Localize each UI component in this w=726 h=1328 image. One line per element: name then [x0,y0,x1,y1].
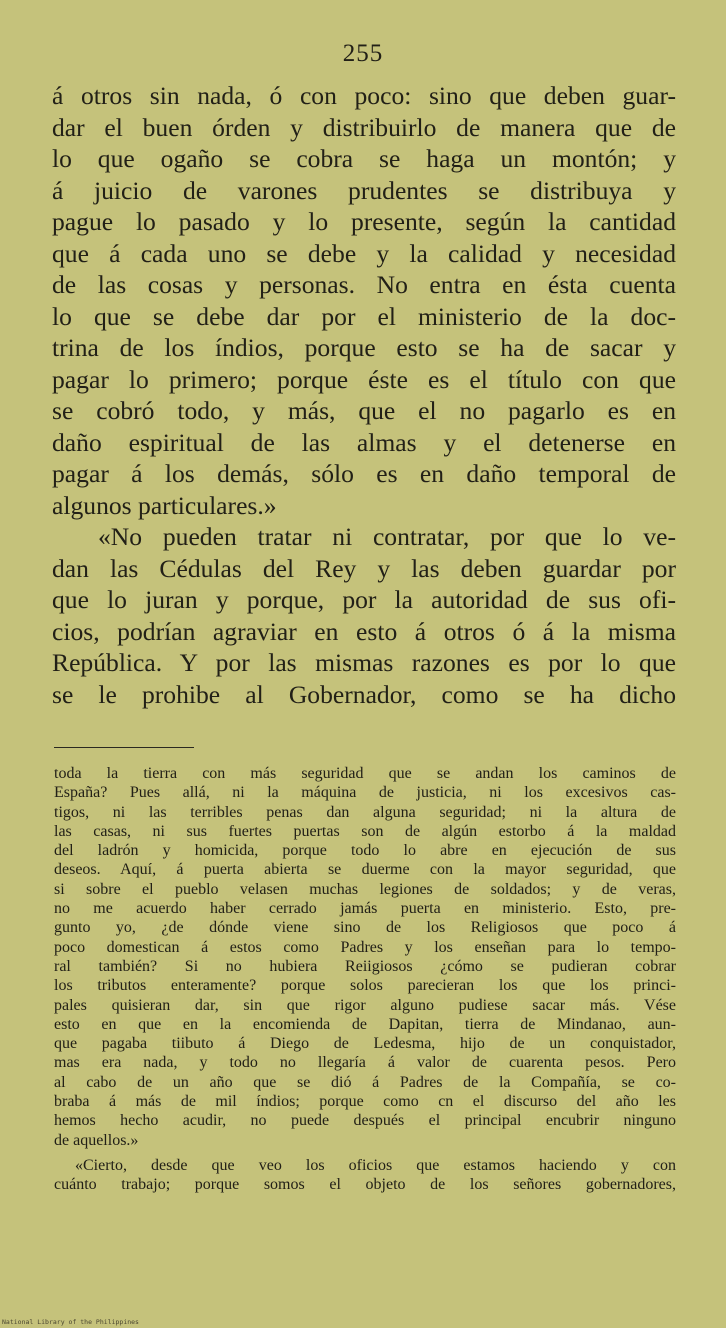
body-line: lo que se debe dar por el ministerio de la doc- [52,301,676,331]
footnote-paragraph-start-line: «Cierto, desde que veo los oficios que estamos haciendo y con [75,1156,676,1174]
footnote-line: gunto yo, ¿de dónde viene sino de los Religiosos que poco á [54,919,676,937]
footnote-line: mas era nada, y todo no llegaría á valor de cuarenta pesos. Pero [54,1054,676,1072]
footnote-line: braba á más de mil índios; porque como cn el discurso del año les [54,1093,676,1111]
body-line: que lo juran y porque, por la autoridad de sus ofi- [52,585,676,614]
body-line: pagar lo primero; porque éste es el título con que [52,364,676,394]
footnote-line: deseos. Aquí, á puerta abierta se duerme con la mayor seguridad, que [54,861,676,879]
body-line: de las cosas y personas. No entra en ésta cuenta [52,270,676,299]
body-line: que á cada uno se debe y la calidad y necesidad [52,238,676,268]
footnote-line: del ladrón y homicida, porque todo lo abre en ejecución de sus [54,842,676,860]
body-line: pague lo pasado y lo presente, según la cantidad [52,207,676,236]
footnote-line: no me acuerdo haber cerrado jamás puerta en ministerio. Esto, pre- [54,900,676,918]
body-line: á juicio de varones prudentes se distribuya y [52,175,676,205]
footnote-line: toda la tierra con más seguridad que se andan los caminos de [54,765,676,782]
body-line: dan las Cédulas del Rey y las deben guardar por [52,553,676,583]
footnote-divider [54,747,194,748]
body-line: se cobró todo, y más, que el no pagarlo es en [52,396,676,425]
footnote-line: España? Pues allá, ni la máquina de justicia, ni los excesivos cas- [54,784,676,802]
footnote-line: hemos hecho acudir, no puede después el principal encubrir ninguno [54,1112,676,1130]
footnote-line: esto en que en la encomienda de Dapitan, tierra de Mindanao, aun- [54,1015,676,1033]
body-line: República. Y por las mismas razones es por lo que [52,648,676,677]
footnote-text [54,764,676,1195]
body-line: trina de los índios, porque esto se ha de sacar y [52,333,676,362]
footnote-line: si sobre el pueblo velasen muchas legiones de soldados; y de veras, [54,880,676,898]
body-line: pagar á los demás, sólo es en daño temporal de [52,459,676,488]
footnote-line: cuánto trabajo; porque somos el objeto de los señores gobernadores, [54,1176,676,1194]
body-line: se le prohibe al Gobernador, como se ha dicho [52,679,676,709]
footnote-line: ral también? Si no hubiera Reiigiosos ¿cómo se pudieran cobrar [54,957,676,975]
body-line: á otros sin nada, ó con poco: sino que deben guar- [52,81,676,110]
library-watermark: National Library of the Philippines [2,1318,139,1326]
body-line: cios, podrían agraviar en esto á otros ó á la misma [52,616,676,646]
page-number: 255 [342,40,384,67]
footnote-line: tigos, ni las terribles penas dan alguna seguridad; ni la altura de [54,803,676,821]
footnote-line: las casas, ni sus fuertes puertas son de algún estorbo á la maldad [54,822,676,840]
paragraph-start-line: «No pueden tratar ni contratar, por que lo ve- [98,522,676,551]
footnote-line: los tributos enteramente? porque solos parecieran los que los princi- [54,977,676,995]
main-body-text [52,80,676,710]
body-line: daño espiritual de las almas y el detenerse en [52,427,676,457]
footnote-line: al cabo de un año que se dió á Padres de la Compañía, se co- [54,1073,676,1091]
body-line: algunos particulares.» [52,490,277,520]
footnote-line: pales quisieran dar, sin que rigor alguno pudiese sacar más. Vése [54,996,676,1014]
footnote-line: que pagaba tiibuto á Diego de Ledesma, hijo de un conquistador, [54,1035,676,1053]
footnote-line: poco domestican á estos como Padres y los enseñan para lo tempo- [54,938,676,956]
body-line: dar el buen órden y distribuirlo de manera que de [52,112,676,142]
body-line: lo que ogaño se cobra se haga un montón; y [52,144,676,173]
footnote-line: de aquellos.» [54,1131,139,1149]
